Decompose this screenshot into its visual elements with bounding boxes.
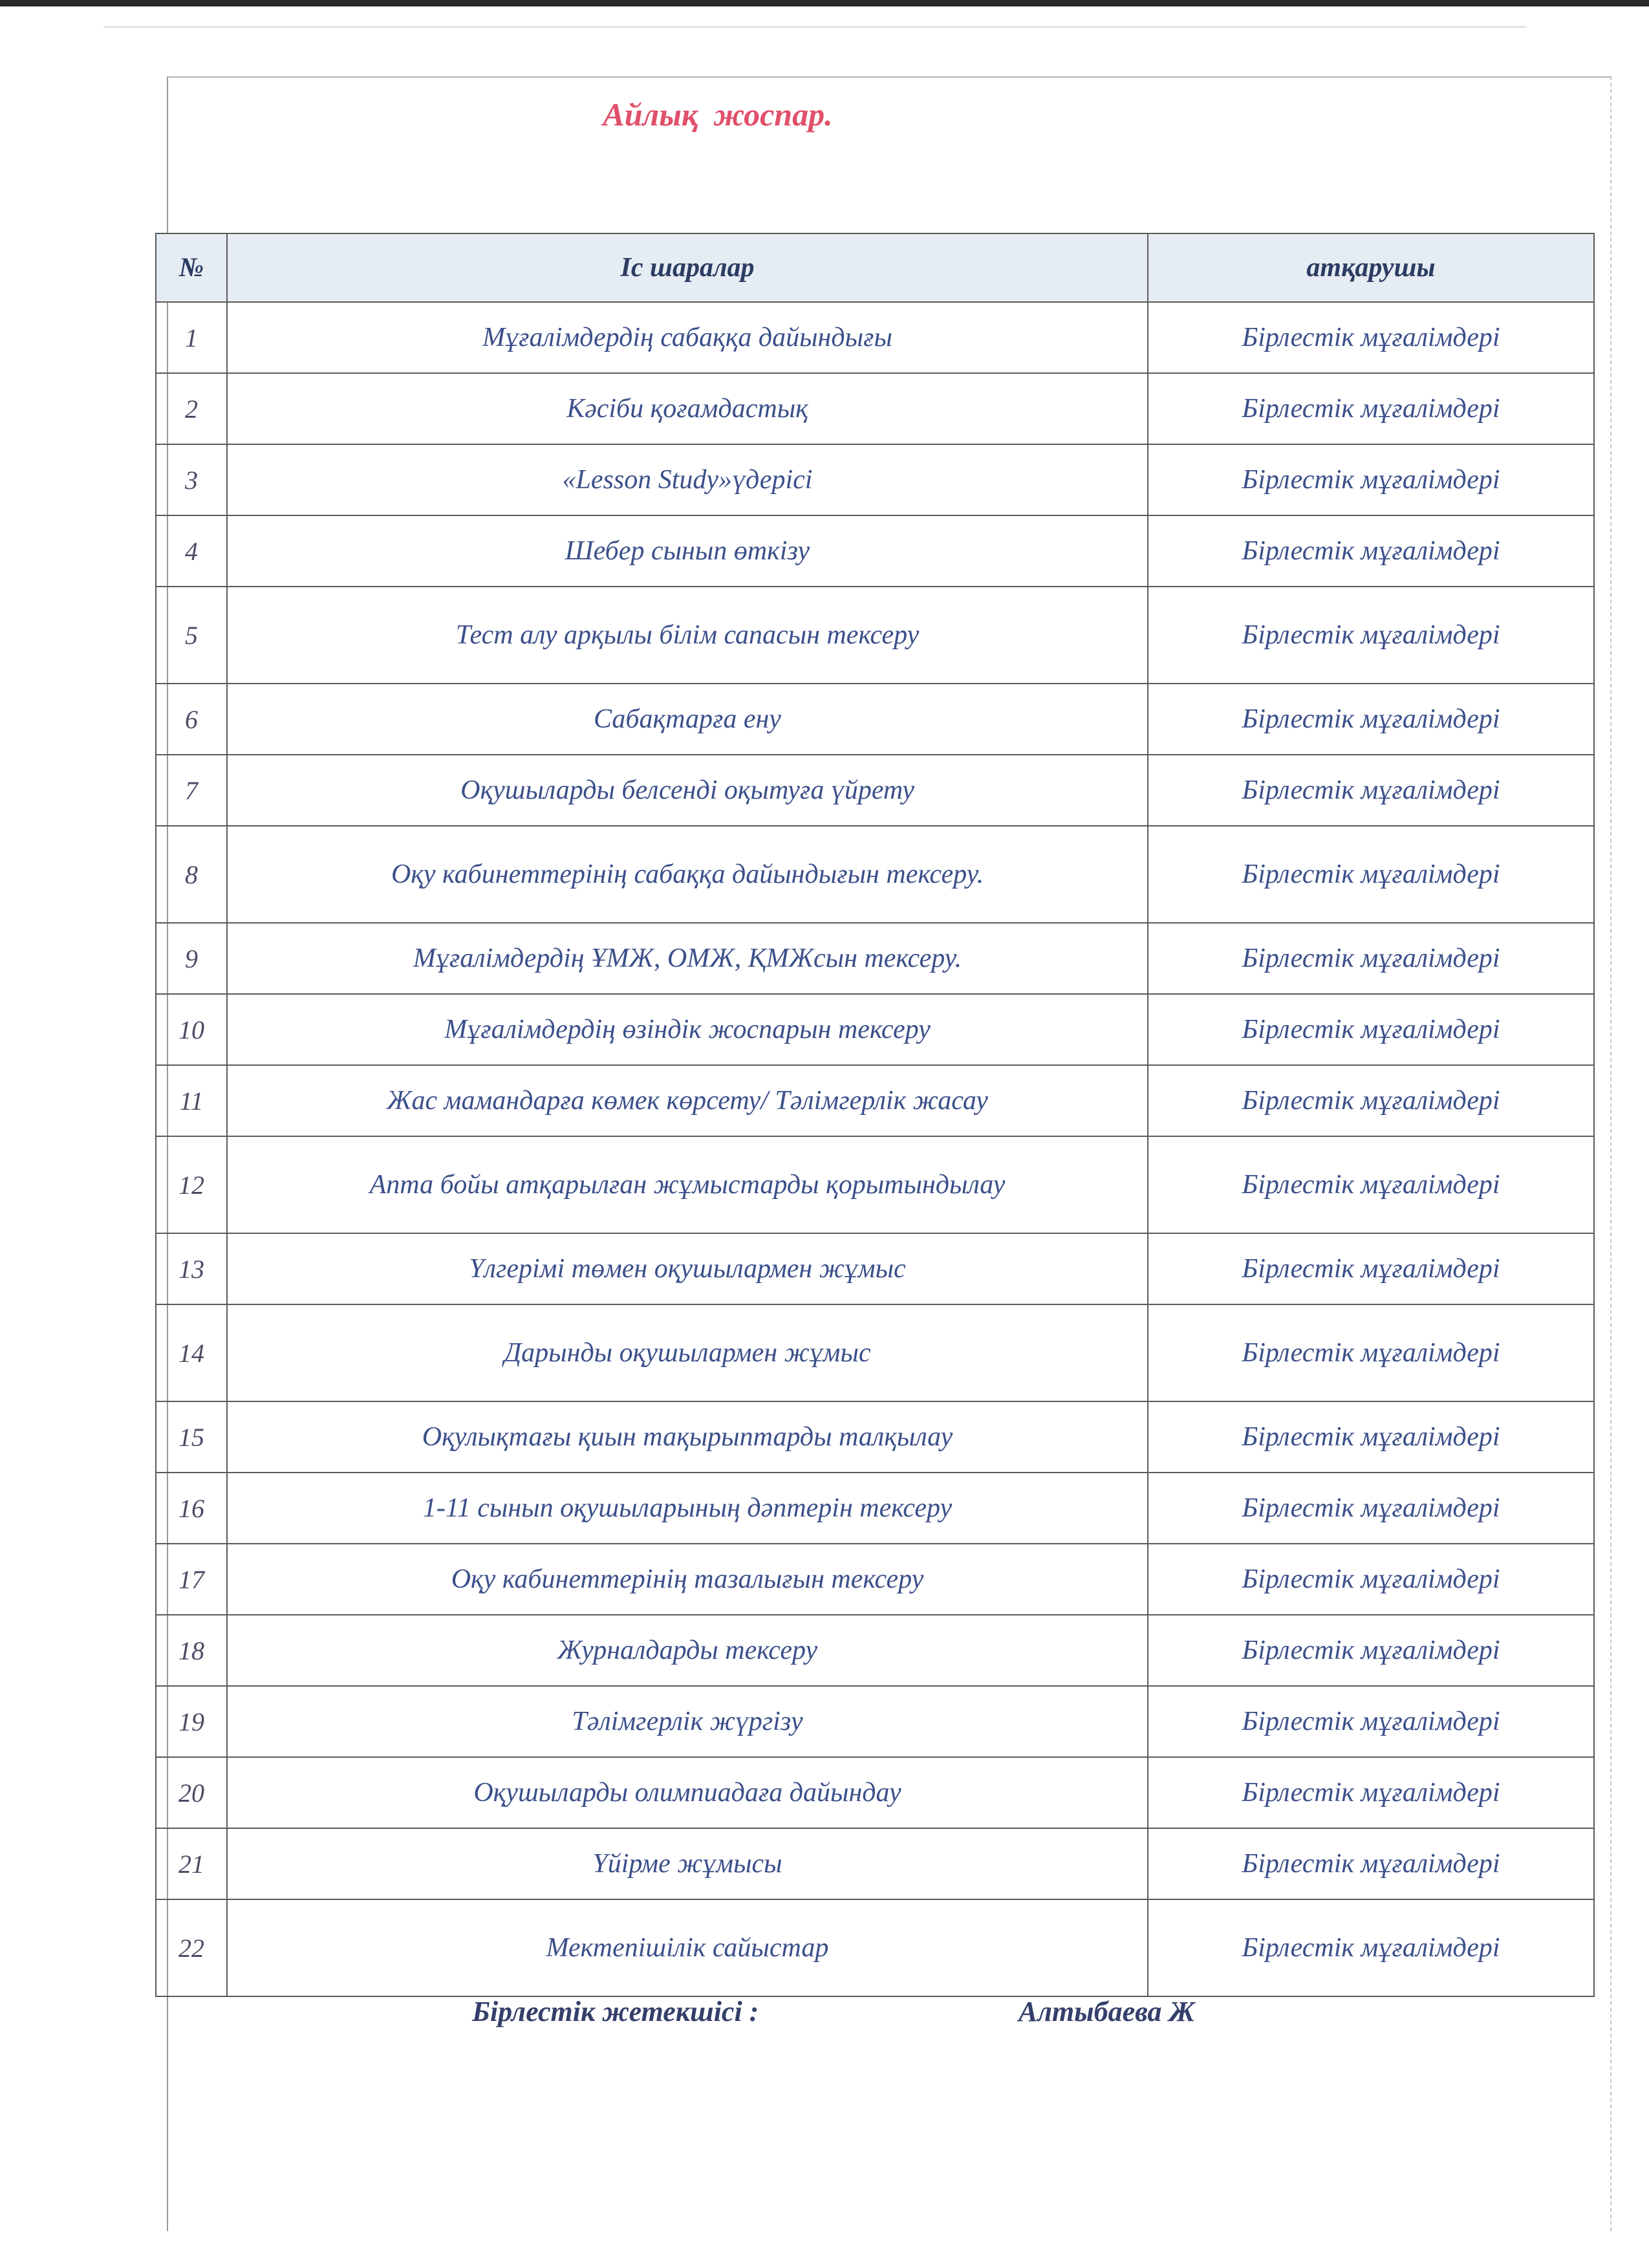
row-activity: Үйірме жұмысы: [227, 1828, 1148, 1899]
row-executor: Бірлестік мұғалімдері: [1148, 1401, 1594, 1473]
table-row: [156, 1686, 1594, 1757]
table-row: [156, 1233, 1594, 1304]
row-activity: Журналдарды тексеру: [227, 1615, 1148, 1686]
row-number: 11: [156, 1065, 227, 1136]
row-number: 2: [156, 373, 227, 444]
row-number: 12: [156, 1136, 227, 1233]
row-number: 5: [156, 587, 227, 684]
row-number: 6: [156, 684, 227, 755]
table-row: [156, 1401, 1594, 1473]
row-executor: Бірлестік мұғалімдері: [1148, 1544, 1594, 1615]
row-number: 19: [156, 1686, 227, 1757]
row-activity: Үлгерімі төмен оқушылармен жұмыс: [227, 1233, 1148, 1304]
table-row: [156, 923, 1594, 994]
table-row: [156, 1065, 1594, 1136]
table-row: [156, 1136, 1594, 1233]
row-executor: Бірлестік мұғалімдері: [1148, 1473, 1594, 1544]
row-executor: Бірлестік мұғалімдері: [1148, 755, 1594, 826]
row-executor: Бірлестік мұғалімдері: [1148, 1233, 1594, 1304]
plan-table: [155, 233, 1595, 1997]
footer-name: Алтыбаева Ж: [1018, 1996, 1195, 2027]
row-executor: Бірлестік мұғалімдері: [1148, 1136, 1594, 1233]
row-executor: Бірлестік мұғалімдері: [1148, 1304, 1594, 1401]
row-activity: Тест алу арқылы білім сапасын тексеру: [227, 587, 1148, 684]
table-row: [156, 302, 1594, 373]
table-header-row: [156, 233, 1594, 302]
row-number: 15: [156, 1401, 227, 1473]
row-activity: Оқушыларды олимпиадаға дайындау: [227, 1757, 1148, 1828]
row-number: 21: [156, 1828, 227, 1899]
row-activity: Жас мамандарға көмек көрсету/ Тәлімгерлік жасау: [227, 1065, 1148, 1136]
row-activity: Шебер сынып өткізу: [227, 515, 1148, 587]
table-row: [156, 587, 1594, 684]
table-row: [156, 1473, 1594, 1544]
row-number: 22: [156, 1899, 227, 1996]
row-activity: Оқушыларды белсенді оқытуға үйрету: [227, 755, 1148, 826]
row-executor: Бірлестік мұғалімдері: [1148, 302, 1594, 373]
row-executor: Бірлестік мұғалімдері: [1148, 826, 1594, 923]
table-row: [156, 994, 1594, 1065]
row-activity: Тәлімгерлік жүргізу: [227, 1686, 1148, 1757]
table-row: [156, 826, 1594, 923]
header-activity: Іс шаралар: [227, 233, 1148, 302]
table-body: [156, 302, 1594, 1996]
row-activity: Мұғалімдердің өзіндік жоспарын тексеру: [227, 994, 1148, 1065]
row-activity: Мектепішілік сайыстар: [227, 1899, 1148, 1996]
row-activity: Оқулықтағы қиын тақырыптарды талқылау: [227, 1401, 1148, 1473]
table-row: [156, 684, 1594, 755]
row-activity: Кәсіби қоғамдастық: [227, 373, 1148, 444]
row-number: 18: [156, 1615, 227, 1686]
header-number: №: [156, 233, 227, 302]
table-row: [156, 755, 1594, 826]
row-activity: Дарынды оқушылармен жұмыс: [227, 1304, 1148, 1401]
row-executor: Бірлестік мұғалімдері: [1148, 1065, 1594, 1136]
row-number: 14: [156, 1304, 227, 1401]
row-executor: Бірлестік мұғалімдері: [1148, 444, 1594, 515]
row-number: 20: [156, 1757, 227, 1828]
table-row: [156, 373, 1594, 444]
row-activity: Оқу кабинеттерінің сабаққа дайындығын тексеру.: [227, 826, 1148, 923]
row-activity: «Lesson Study»үдерісі: [227, 444, 1148, 515]
row-activity: Оқу кабинеттерінің тазалығын тексеру: [227, 1544, 1148, 1615]
scan-edge: [0, 0, 1649, 6]
row-number: 10: [156, 994, 227, 1065]
row-activity: Сабақтарға ену: [227, 684, 1148, 755]
row-executor: Бірлестік мұғалімдері: [1148, 994, 1594, 1065]
row-executor: Бірлестік мұғалімдері: [1148, 515, 1594, 587]
row-number: 4: [156, 515, 227, 587]
header-executor: атқарушы: [1148, 233, 1594, 302]
row-executor: Бірлестік мұғалімдері: [1148, 587, 1594, 684]
row-activity: Апта бойы атқарылған жұмыстарды қорытындылау: [227, 1136, 1148, 1233]
row-executor: Бірлестік мұғалімдері: [1148, 923, 1594, 994]
row-number: 3: [156, 444, 227, 515]
row-executor: Бірлестік мұғалімдері: [1148, 684, 1594, 755]
table-row: [156, 444, 1594, 515]
row-executor: Бірлестік мұғалімдері: [1148, 1686, 1594, 1757]
table-row: [156, 1615, 1594, 1686]
table-row: [156, 1899, 1594, 1996]
table-row: [156, 1757, 1594, 1828]
row-number: 17: [156, 1544, 227, 1615]
row-executor: Бірлестік мұғалімдері: [1148, 373, 1594, 444]
row-number: 16: [156, 1473, 227, 1544]
top-rule: [103, 26, 1526, 28]
row-activity: 1-11 сынып оқушыларының дәптерін тексеру: [227, 1473, 1148, 1544]
row-activity: Мұғалімдердің ҰМЖ, ОМЖ, ҚМЖсын тексеру.: [227, 923, 1148, 994]
table-row: [156, 515, 1594, 587]
row-number: 7: [156, 755, 227, 826]
table-row: [156, 1828, 1594, 1899]
row-executor: Бірлестік мұғалімдері: [1148, 1828, 1594, 1899]
row-number: 13: [156, 1233, 227, 1304]
row-activity: Мұғалімдердің сабаққа дайындығы: [227, 302, 1148, 373]
page-title: Айлық жоспар.: [603, 96, 833, 133]
row-executor: Бірлестік мұғалімдері: [1148, 1757, 1594, 1828]
footer-label: Бірлестік жетекшісі :: [472, 1996, 759, 2027]
row-executor: Бірлестік мұғалімдері: [1148, 1899, 1594, 1996]
row-executor: Бірлестік мұғалімдері: [1148, 1615, 1594, 1686]
row-number: 1: [156, 302, 227, 373]
table-row: [156, 1544, 1594, 1615]
row-number: 8: [156, 826, 227, 923]
table-row: [156, 1304, 1594, 1401]
row-number: 9: [156, 923, 227, 994]
